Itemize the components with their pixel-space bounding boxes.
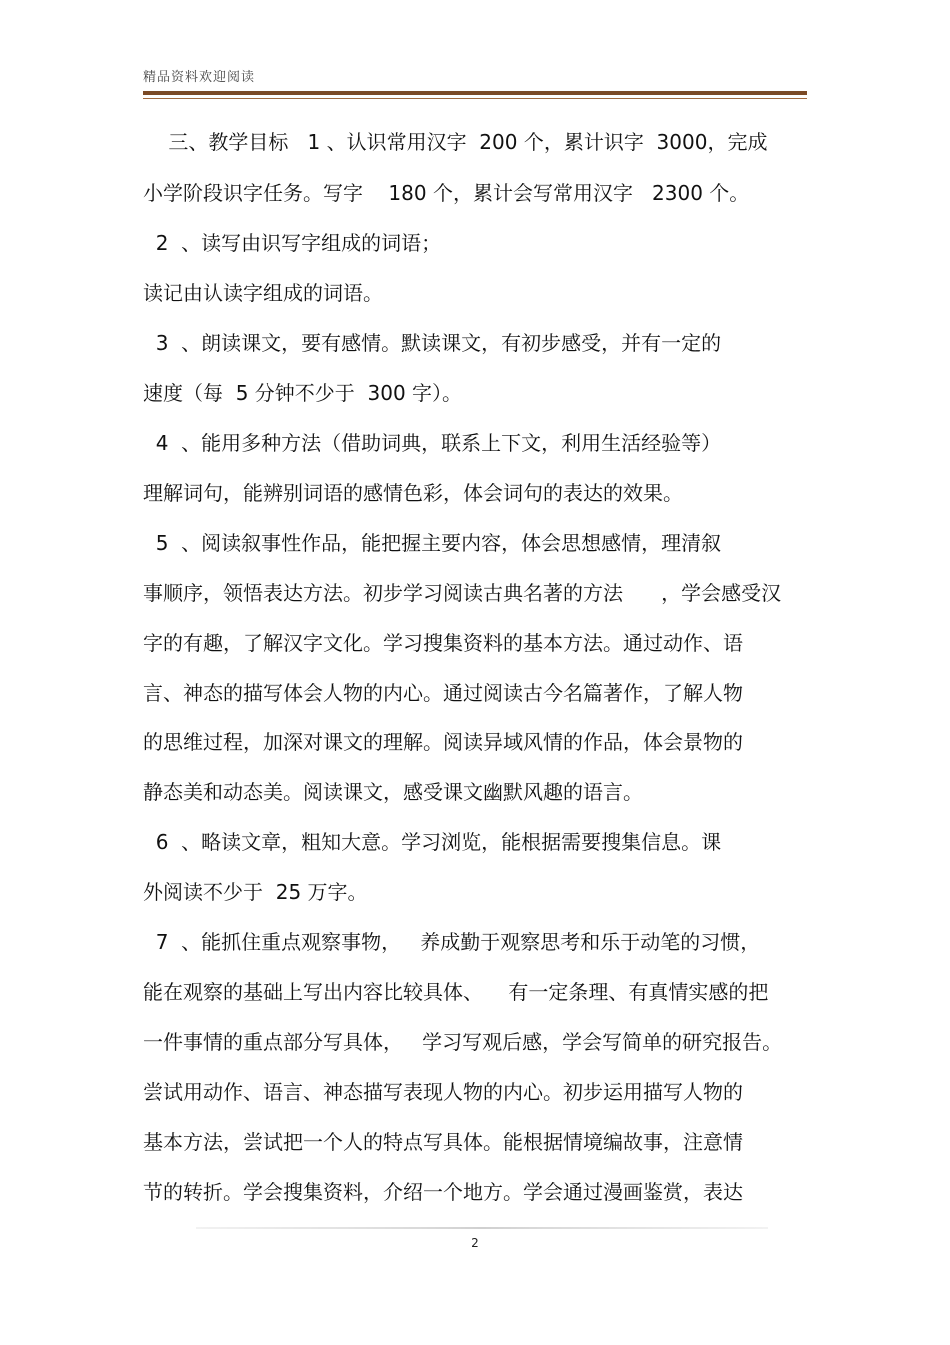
page-number: 2 — [471, 1236, 479, 1250]
text-line: 基本方法，尝试把一个人的特点写具体。能根据情境编故事，注意情 — [143, 1130, 743, 1154]
text-line: 的思维过程，加深对课文的理解。阅读异域风情的作品，体会景物的 — [143, 730, 743, 754]
text-line: 静态美和动态美。阅读课文，感受课文幽默风趣的语言。 — [143, 780, 643, 804]
text-line: 5 、阅读叙事性作品，能把握主要内容，体会思想感情，理清叙 — [143, 531, 722, 555]
text-line: 2 、读写由识写字组成的词语； — [143, 231, 442, 255]
text-line: 节的转折。学会搜集资料，介绍一个地方。学会通过漫画鉴赏，表达 — [143, 1180, 743, 1204]
text-line: 能在观察的基础上写出内容比较具体、 有一定条理、有真情实感的把 — [143, 980, 769, 1004]
text-line: 言、神态的描写体会人物的内心。通过阅读古今名篇著作，了解人物 — [143, 681, 743, 705]
text-line: 7 、能抓住重点观察事物， 养成勤于观察思考和乐于动笔的习惯， — [143, 930, 761, 954]
header-rule-thin — [143, 98, 807, 99]
text-line: 4 、能用多种方法（借助词典，联系上下文，利用生活经验等） — [143, 431, 722, 455]
text-line: 速度（每 5 分钟不少于 300 字）。 — [143, 381, 463, 405]
text-line: 3 、朗读课文，要有感情。默读课文，有初步感受，并有一定的 — [143, 331, 722, 355]
text-line: 尝试用动作、语言、神态描写表现人物的内心。初步运用描写人物的 — [143, 1080, 743, 1104]
text-line: 三、教学目标 1 、认识常用汉字 200 个，累计识字 3000，完成 — [143, 130, 768, 154]
footer-rule — [196, 1227, 768, 1229]
text-line: 理解词句，能辨别词语的感情色彩，体会词句的表达的效果。 — [143, 481, 683, 505]
text-line: 字的有趣，了解汉字文化。学习搜集资料的基本方法。通过动作、语 — [143, 631, 743, 655]
text-line: 小学阶段识字任务。写字 180 个，累计会写常用汉字 2300 个。 — [143, 181, 750, 205]
text-line: 外阅读不少于 25 万字。 — [143, 880, 368, 904]
header-rule-thick — [143, 91, 807, 95]
header-text: 精品资料欢迎阅读 — [143, 70, 256, 85]
text-line: 一件事情的重点部分写具体， 学习写观后感，学会写简单的研究报告。 — [143, 1030, 783, 1054]
text-line: 6 、略读文章，粗知大意。学习浏览，能根据需要搜集信息。课 — [143, 830, 722, 854]
text-line: 事顺序，领悟表达方法。初步学习阅读古典名著的方法 ，学会感受汉 — [143, 581, 782, 605]
text-line: 读记由认读字组成的词语。 — [143, 281, 383, 305]
